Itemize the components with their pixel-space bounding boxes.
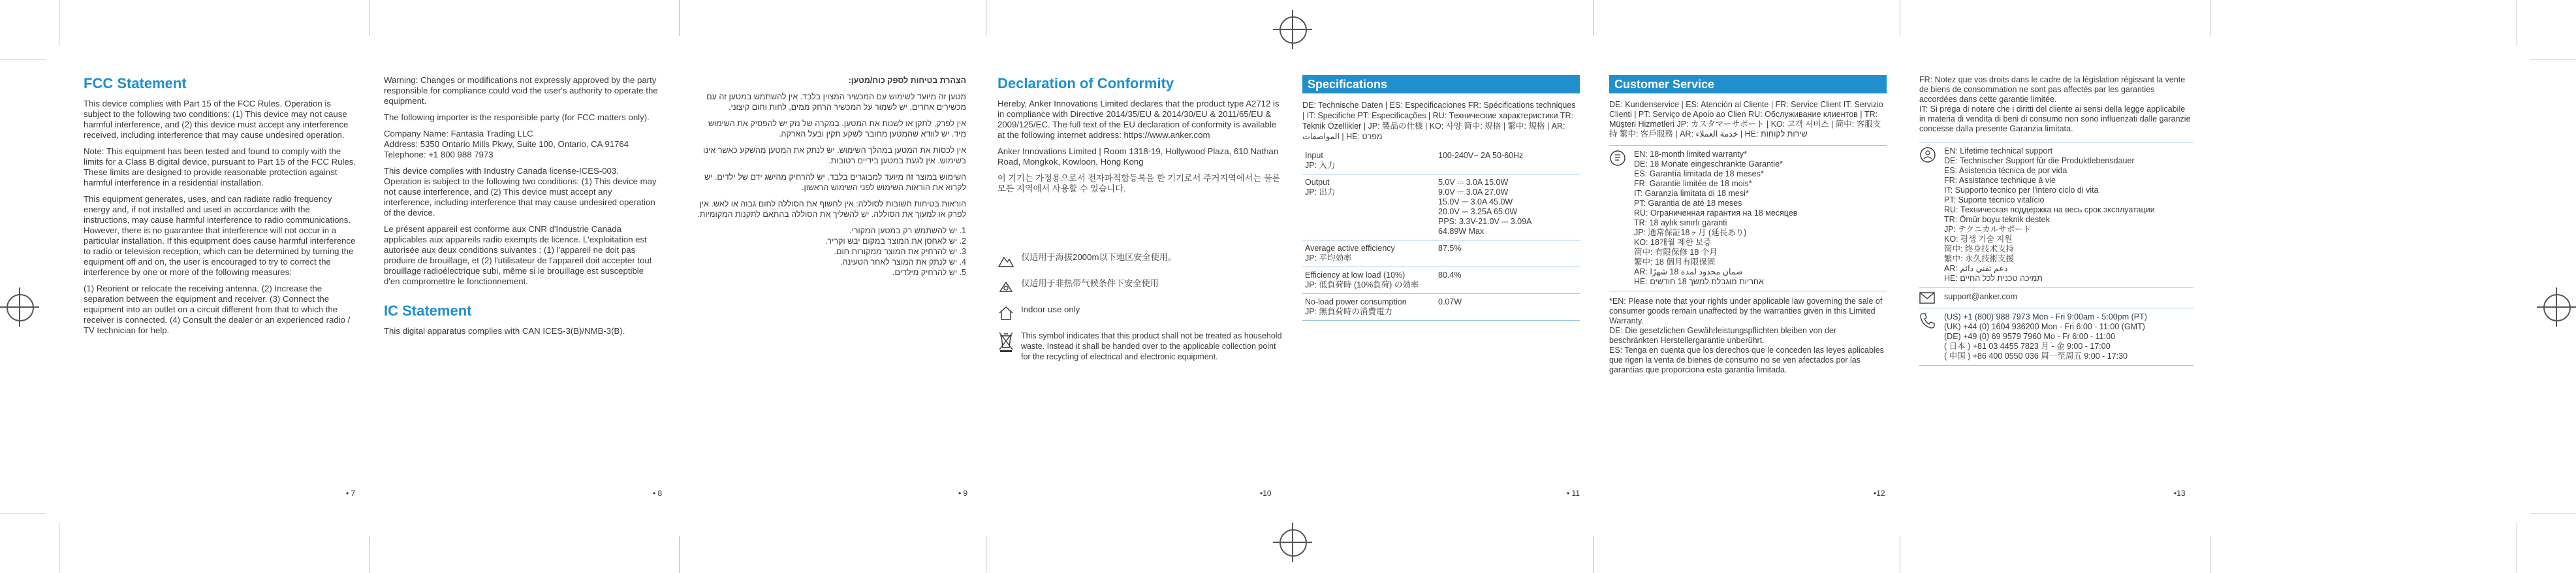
spec-value: 5.0V ⎓ 3.0A 15.0W 9.0V ⎓ 3.0A 27.0W 15.0V ⎓ 3.0A 45.0W 20.0V ⎓ 3.25A 65.0W PPS: 3.3V-21.0V ⎓ 3.09A 64.89W Max — [1436, 174, 1580, 240]
language-labels: DE: Kundenservice | ES: Atención al Cliente | FR: Service Client IT: Servizio Clienti | PT: Serviço de Apoio ao Clien RU: Обслуживание клиентов | TR: Müşteri Hizmetleri JP: カスタマーサポート | KO: 고객 서비스 | 简中: 客服支持 繁中: 客戶服務 | AR: خدمة العملاء | HE: שירות לקוחות — [1609, 100, 1883, 139]
spec-table — [1302, 148, 1580, 321]
paragraph: Address: 5350 Ontario Mills Pkwy, Suite 100, Ontario, CA 91764 — [384, 139, 629, 149]
page-number: • 9 — [958, 489, 968, 498]
specifications-bar: Specifications — [1302, 75, 1580, 93]
support-block — [1919, 142, 2193, 288]
paragraph: Hereby, Anker Innovations Limited declares that the product type A2712 is in compliance with Directive 2014/35/EU & 2014/30/EU & 2011/65/EU & 2009/125/EC. The full text of the EU declaration of conformity is available at the following internet address: https://www.anker.com — [997, 99, 1280, 140]
paragraph: (1) Reorient or relocate the receiving antenna. (2) Increase the separation between the equipment and receiver. (3) Connect the equipment into an outlet on a circuit different from that to which the receiver is connected. (4) Consult the dealer or an experienced radio / TV technician for help. — [84, 284, 351, 335]
phone-icon — [1919, 312, 1936, 329]
spec-value: 0.07W — [1436, 294, 1580, 321]
page-8 — [384, 75, 658, 493]
list-item: 1. יש להשתמש רק במטען המקורי. — [849, 226, 966, 235]
registration-mark-bottom — [1273, 523, 1312, 562]
customer-service-bar: Customer Service — [1609, 75, 1887, 93]
fold-mark — [1593, 536, 1594, 573]
icon-row — [997, 252, 1285, 269]
table-row — [1302, 294, 1580, 321]
support-phones: (US) +1 (800) 988 7973 Mon - Fri 9:00am - 5:00pm (PT) (UK) +44 (0) 1604 936200 Mon - Fri 6:00 - 11:00 (GMT) (DE) +49 (0) 69 9579 7960 Mo - Fr 6:00 - 11:00 ( 日本 ) +81 03 4455 7823 月 - 金 9:00 - 17:00 ( 中国 ) +86 400 0550 036 周一至周五 9:00 - 17:30 — [1944, 312, 2147, 361]
paragraph: אין לכסות את המטען במהלך השימוש. יש לנתק את המטען מהשקע כאשר אינו בשימוש. אין לגעת במטען בידיים רטובות. — [703, 146, 966, 165]
page-number: •10 — [1260, 489, 1272, 498]
paragraph: Anker Innovations Limited | Room 1318-19, Hollywood Plaza, 610 Nathan Road, Mongkok, Kowloon, Hong Kong — [997, 146, 1279, 167]
phone-row — [1919, 308, 2193, 366]
email-icon — [1919, 292, 1936, 304]
indoor-icon — [997, 304, 1014, 321]
paragraph: מטען זה מיועד לשימוש עם המכשיר המצוין בלבד. אין להשתמש במטען זה עם מכשירים אחרים. יש לשמור על המכשיר הרחק ממים, לחות וחום קיצוני. — [706, 92, 966, 112]
page-11 — [1302, 75, 1580, 493]
spec-label: Input JP: 入力 — [1302, 148, 1436, 174]
paragraph: הוראות בטיחות חשובות לסוללה: אין לחשוף את הסוללה לחום גבוה או לאש. אין לפרק או למעוך את הסוללה. יש להשליך את הסוללה בהתאם לתקנות המקומיות. — [697, 199, 966, 219]
paragraph: This device complies with Industry Canada license-ICES-003. Operation is subject to the following two conditions: (1) This device may not cause interference, and (2) This device must accept any interference, including interference that may cause undesired operation of the device. — [384, 166, 657, 218]
spec-value: 80.4% — [1436, 267, 1580, 294]
spec-value: 87.5% — [1436, 240, 1580, 267]
list-item: 3. יש להרחיק את המוצר ממקורות חום. — [834, 247, 966, 256]
icon-row — [997, 278, 1285, 295]
page-10 — [997, 75, 1285, 493]
paragraph: The following importer is the responsible party (for FCC matters only). — [384, 112, 650, 122]
page-number: • 8 — [653, 489, 663, 498]
page-9 — [692, 75, 966, 493]
spec-label: No-load power consumption JP: 無負荷時の消費電力 — [1302, 294, 1436, 321]
support-person-icon — [1919, 146, 1936, 163]
paragraph: This device complies with Part 15 of the FCC Rules. Operation is subject to the following two conditions: (1) This device may not cause harmful interference, and (2) this device must accept any interference received, including interference that may cause undesired operation. — [84, 99, 349, 140]
icon-text: 仅适用于海拔2000m以下地区安全使用。 — [1021, 252, 1177, 262]
paragraph: 이 기기는 가정용으로서 전자파적합등록을 한 기기로서 주거지역에서는 물론 모든 지역에서 사용할 수 있습니다. — [997, 173, 1281, 193]
paragraph: השימוש במוצר זה מיועד למבוגרים בלבד. יש להרחיק מהישג ידם של ילדים. יש לקרוא את הוראות השימוש לפני השימוש הראשון. — [704, 172, 966, 192]
paragraph: הצהרת בטיחות לספק כוח/מטען: — [848, 76, 966, 85]
page-number: • 7 — [346, 489, 356, 498]
page-number: •12 — [1874, 489, 1885, 498]
icon-text: This symbol indicates that this product shall not be treated as household waste. Instead it shall be handed over to the applicable collection point for the recycling of electrical and electronic equipment. — [1021, 331, 1282, 361]
icon-row — [997, 304, 1285, 321]
warranty-note: *EN: Please note that your rights under applicable law governing the sale of consumer goods remain unaffected by the warranties given in this Limited Warranty. DE: Die gesetzlichen Gewährleistungspflichten bleiben von der beschränkten Herstellergarantie unberührt. ES: Tenga en cuenta que los derechos que le conceden las leyes aplicables que rigen la venta de bienes de consumo no se ven afectados por las garantías que proporciona esta garantía limitada. — [1609, 297, 1884, 374]
support-email[interactable]: support@anker.com — [1944, 292, 2018, 301]
page-number: • 11 — [1567, 489, 1580, 498]
page-13 — [1919, 75, 2193, 493]
spec-label: Efficiency at low load (10%) JP: 低負荷時 (10%負荷) の効率 — [1302, 267, 1436, 294]
paragraph: Note: This equipment has been tested and found to comply with the limits for a Class B digital device, pursuant to Part 15 of the FCC Rules. These limits are designed to provide reasonable protection against harmful interference in a residential installation. — [84, 146, 356, 188]
page-7 — [84, 75, 358, 493]
altitude-icon — [997, 252, 1014, 269]
climate-icon — [997, 278, 1014, 295]
registration-mark-right — [2537, 287, 2576, 327]
email-row — [1919, 288, 2193, 308]
page-number: •13 — [2174, 489, 2186, 498]
list-item: 4. יש לנתק את המוצר לאחר הטעינה. — [840, 257, 966, 267]
registration-mark-left — [0, 287, 39, 327]
spec-label: Average active efficiency JP: 平均効率 — [1302, 240, 1436, 267]
table-row — [1302, 148, 1580, 174]
list-item: 2. יש לאחסן את המוצר במקום יבש וקריר. — [825, 237, 966, 246]
language-labels: DE: Technische Daten | ES: Especificaciones FR: Spécifications techniques | IT: Specifiche PT: Especificações | RU: Технические характеристики TR: Teknik Özellikler | JP: 製品の仕様 | KO: 사양 简中: 规格 | 繁中: 規格 | AR: المواصفات | HE: מפרט — [1302, 101, 1576, 141]
spec-label: Output JP: 出力 — [1302, 174, 1436, 240]
fold-mark — [679, 536, 680, 573]
fcc-heading: FCC Statement — [84, 75, 187, 91]
warranty-text: EN: 18-month limited warranty* DE: 18 Monate eingeschränkte Garantie* ES: Garantía limitada de 18 meses* FR: Garantie limitée de 18 mois* IT: Garanzia limitata di 18 mesi* PT: Garantia de até 18 meses RU: Ограниченная гарантия на 18 месяцев TR: 18 aylık sınırlı garanti JP: 通常保証18ヶ月 (延長あり) KO: 18개월 제한 보증 简中: 有限保修 18 个月 繁中: 18 個月有限保固 AR: ضمان محدود لمدة 18 شهرًا HE: אחריות מוגבלת למשך 18 חודשים — [1634, 150, 1798, 286]
paragraph: Company Name: Fantasia Trading LLC — [384, 129, 533, 139]
list-item: 5. יש להרחיק מילדים. — [892, 268, 966, 277]
paragraph: This digital apparatus complies with CAN ICES-3(B)/NMB-3(B). — [384, 326, 625, 336]
spec-value: 100-240V~ 2A 50-60Hz — [1436, 148, 1580, 174]
icon-row — [997, 331, 1285, 362]
icon-text: 仅适用于非热带气候条件下安全使用 — [1021, 278, 1159, 288]
registration-mark-top — [1273, 10, 1312, 49]
icon-text: Indoor use only — [1021, 304, 1080, 314]
weee-bin-icon — [997, 331, 1014, 353]
paragraph: אין לפרק, לתקן או לשנות את המטען. במקרה של נזק יש להפסיק את השימוש מיד. יש לוודא שהמטען מחובר לשקע תקין ובעל הארקה. — [708, 119, 966, 139]
table-row — [1302, 174, 1580, 240]
paragraph: This equipment generates, uses, and can radiate radio frequency energy and, if not installed and used in accordance with the instructions, may cause harmful interference to radio communications. However, there is no guarantee that interference will not occur in a particular installation. If this equipment does cause harmful interference to radio or television reception, which can be determined by turning the equipment off and on, the user is encouraged to try to correct the interference by one or more of the following measures: — [84, 194, 356, 277]
paragraph: Le présent appareil est conforme aux CNR d'Industrie Canada applicables aux appareils radio exempts de licence. L'exploitation est autorisée aux deux conditions suivantes : (1) l'appareil ne doit pas produire de brouillage, et (2) l'utilisateur de l'appareil doit accepter tout brouillage radioélectrique subi, même si le brouillage est susceptible d'en compromettre le fonctionnement. — [384, 224, 652, 286]
page-12 — [1609, 75, 1887, 493]
table-row — [1302, 240, 1580, 267]
fold-mark — [679, 0, 680, 36]
table-row — [1302, 267, 1580, 294]
paragraph: Warning: Changes or modifications not expressly approved by the party responsible for compliance could void the user's authority to operate the equipment. — [384, 75, 658, 106]
paragraph: Telephone: +1 800 988 7973 — [384, 150, 494, 159]
fold-mark — [1593, 0, 1594, 36]
warranty-note-cont: FR: Notez que vos droits dans le cadre de la législation régissant la vente de biens de consommation ne sont pas affectés par les garanties accordées dans cette garantie limitée. IT: Si prega di notare che i diritti del cliente ai sensi della legge applicabile in materia di vendita di beni di consumo non sono influenzati dalle garanzie concesse dalla presente Garanzia limitata. — [1919, 75, 2191, 133]
ic-heading: IC Statement — [384, 303, 472, 319]
doc-heading: Declaration of Conformity — [997, 75, 1174, 91]
warranty-block — [1609, 145, 1887, 291]
support-text: EN: Lifetime technical support DE: Technischer Support für die Produktlebensdauer ES: Asistencia técnica de por vida FR: Assistance technique à vie IT: Supporto tecnico per l'intero ciclo di vita PT: Suporte técnico vitalício RU: Техническая поддержка на весь срок эксплуатации TR: Ömür boyu teknik destek JP: テクニカルサポート KO: 평생 기술 지원 简中: 终身技术支持 繁中: 永久技術支援 AR: دعم تقني دائم HE: תמיכה טכנית לכל החיים — [1944, 146, 2155, 283]
warranty-doc-icon — [1609, 150, 1626, 167]
